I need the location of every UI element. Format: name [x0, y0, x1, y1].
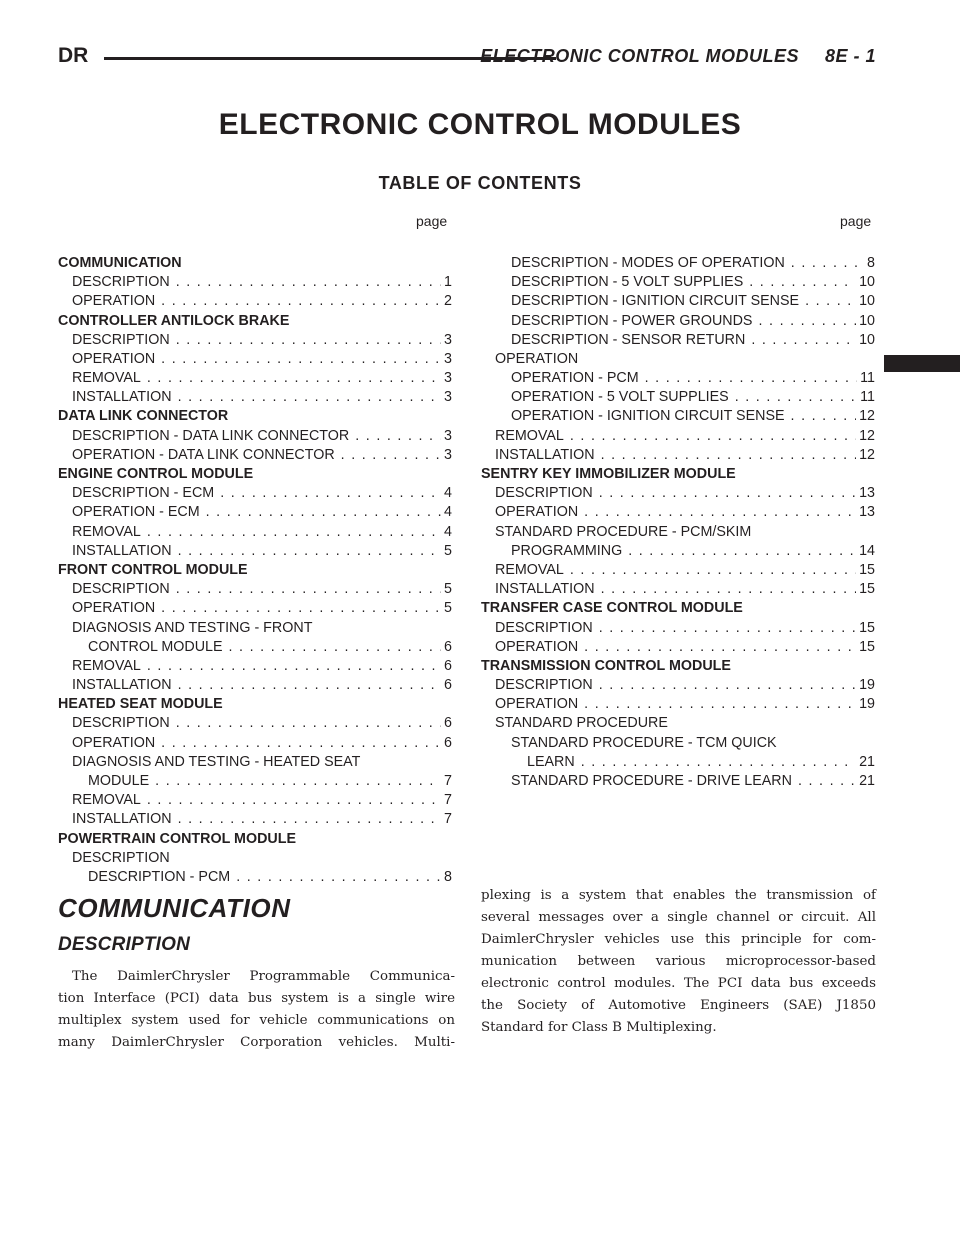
toc-dot-leader	[593, 484, 856, 503]
toc-entry	[58, 561, 452, 580]
toc-entry	[58, 810, 452, 829]
toc-entry-page: 10	[859, 274, 875, 291]
toc-entry-title: CONTROLLER ANTILOCK BRAKE	[58, 312, 290, 329]
toc-entry	[481, 292, 875, 311]
toc-entry-page: 12	[859, 408, 875, 425]
toc-entry-title: DESCRIPTION	[72, 581, 170, 598]
toc-entry-page: 21	[859, 753, 875, 770]
toc-dot-leader	[595, 446, 857, 465]
toc-dot-leader	[141, 791, 441, 810]
toc-dot-leader	[155, 599, 441, 618]
toc-entry	[481, 273, 875, 292]
toc-dot-leader	[335, 446, 441, 465]
toc-entry	[58, 254, 452, 273]
toc-entry-page: 14	[859, 542, 875, 559]
toc-entry	[481, 523, 875, 542]
toc-entry	[58, 619, 452, 638]
body-text-line: plexing is a system that enables the transmission of	[481, 888, 876, 903]
toc-dot-leader	[578, 503, 856, 522]
toc-entry	[58, 580, 452, 599]
toc-entry	[481, 446, 875, 465]
toc-dot-leader	[141, 523, 441, 542]
toc-dot-leader	[639, 369, 858, 388]
toc-entry	[58, 350, 452, 369]
toc-entry	[58, 676, 452, 695]
toc-entry-page: 12	[859, 446, 875, 463]
toc-entry-title: COMMUNICATION	[58, 254, 182, 271]
toc-entry	[481, 599, 875, 618]
toc-entry-title: STANDARD PROCEDURE	[495, 715, 668, 732]
body-text-line: tion Interface (PCI) data bus system is a single wire	[58, 991, 455, 1006]
toc-dot-leader	[155, 350, 441, 369]
toc-entry-page: 10	[859, 293, 875, 310]
toc-entry	[58, 312, 452, 331]
toc-entry	[481, 369, 875, 388]
page-title: ELECTRONIC CONTROL MODULES	[218, 108, 742, 141]
toc-entry-title: INSTALLATION	[495, 446, 595, 463]
section-tab-marker	[884, 355, 960, 372]
toc-entry	[58, 734, 452, 753]
toc-entry	[481, 408, 875, 427]
toc-entry-title: DESCRIPTION	[495, 485, 593, 502]
toc-dot-leader	[622, 542, 856, 561]
toc-entry	[58, 503, 452, 522]
toc-entry-page: 12	[859, 427, 875, 444]
toc-entry-page: 6	[444, 657, 452, 674]
header-section-page	[480, 46, 876, 67]
toc-entry-title: OPERATION - 5 VOLT SUPPLIES	[511, 389, 729, 406]
toc-entry-page: 3	[444, 446, 452, 463]
toc-entry	[481, 484, 875, 503]
toc-entry	[58, 868, 452, 887]
body-text-line: multiplex system used for vehicle communications on	[58, 1013, 455, 1028]
toc-entry	[58, 331, 452, 350]
toc-dot-leader	[155, 734, 441, 753]
toc-entry-title: OPERATION - DATA LINK CONNECTOR	[72, 446, 335, 463]
toc-entry-title: ENGINE CONTROL MODULE	[58, 466, 254, 483]
toc-entry-page: 6	[444, 715, 452, 732]
toc-entry	[481, 561, 875, 580]
toc-entry	[481, 254, 875, 273]
toc-entry-title: DESCRIPTION - IGNITION CIRCUIT SENSE	[511, 293, 800, 310]
toc-entry-page: 11	[860, 389, 875, 406]
toc-entry-page: 5	[444, 542, 452, 559]
toc-entry-title: OPERATION	[495, 696, 579, 713]
toc-entry-page: 7	[444, 773, 452, 790]
toc-entry-title: DATA LINK CONNECTOR	[58, 408, 229, 425]
toc-entry-page: 6	[444, 638, 452, 655]
toc-entry-title: DIAGNOSIS AND TESTING - FRONT	[72, 619, 313, 636]
toc-dot-leader	[575, 753, 856, 772]
toc-entry-title: OPERATION - ECM	[72, 504, 200, 521]
toc-entry-page: 7	[444, 811, 452, 828]
toc-dot-leader	[792, 772, 856, 791]
toc-entry-page: 3	[444, 350, 452, 367]
toc-right-column	[481, 254, 875, 791]
toc-entry-page: 4	[444, 485, 452, 502]
toc-dot-leader	[785, 407, 857, 426]
header-model-code: DR	[58, 44, 89, 67]
toc-entry-title: DESCRIPTION	[72, 331, 170, 348]
toc-dot-leader	[141, 657, 441, 676]
toc-entry-title: DESCRIPTION - 5 VOLT SUPPLIES	[511, 274, 744, 291]
toc-entry	[481, 350, 875, 369]
toc-entry-title: REMOVAL	[495, 561, 564, 578]
toc-heading: TABLE OF CONTENTS	[378, 173, 582, 193]
toc-entry-title: REMOVAL	[495, 427, 564, 444]
toc-entry	[481, 619, 875, 638]
toc-entry-page: 3	[444, 389, 452, 406]
toc-entry	[58, 638, 452, 657]
toc-entry-title: REMOVAL	[72, 657, 141, 674]
toc-entry-title: CONTROL MODULE	[88, 638, 223, 655]
toc-entry-title: REMOVAL	[72, 370, 141, 387]
toc-entry	[58, 408, 452, 427]
toc-entry	[58, 369, 452, 388]
toc-dot-leader	[172, 810, 441, 829]
toc-entry	[58, 753, 452, 772]
toc-entry	[58, 465, 452, 484]
toc-entry-title: POWERTRAIN CONTROL MODULE	[58, 830, 297, 847]
toc-entry-title: DESCRIPTION	[72, 274, 170, 291]
toc-dot-leader	[170, 714, 441, 733]
toc-dot-leader	[172, 676, 441, 695]
toc-entry	[58, 388, 452, 407]
toc-entry	[58, 446, 452, 465]
toc-dot-leader	[564, 427, 856, 446]
toc-entry	[58, 523, 452, 542]
body-text-line: several messages over a single channel or circuit. All	[481, 910, 876, 925]
toc-left-column	[58, 254, 452, 887]
toc-entry-title: OPERATION - PCM	[511, 370, 639, 387]
toc-entry-page: 6	[444, 734, 452, 751]
header-page-number: 8E - 1	[824, 46, 876, 66]
toc-entry-title: STANDARD PROCEDURE - PCM/SKIM	[495, 523, 752, 540]
toc-dot-leader	[170, 580, 441, 599]
toc-dot-leader	[785, 254, 864, 273]
toc-entry-page: 8	[867, 254, 875, 271]
toc-entry-page: 11	[860, 370, 875, 387]
toc-dot-leader	[578, 695, 856, 714]
toc-entry-title: DESCRIPTION - DATA LINK CONNECTOR	[72, 427, 350, 444]
toc-entry	[58, 772, 452, 791]
toc-entry	[58, 599, 452, 618]
toc-entry-page: 15	[859, 638, 875, 655]
toc-entry-title: DESCRIPTION - POWER GROUNDS	[511, 312, 753, 329]
body-text-line: the Society of Automotive Engineers (SAE) J1850	[481, 998, 876, 1013]
toc-entry-title: PROGRAMMING	[511, 542, 623, 559]
toc-entry-title: INSTALLATION	[495, 581, 595, 598]
toc-dot-leader	[729, 388, 857, 407]
toc-entry	[481, 734, 875, 753]
body-paragraph-right	[481, 885, 876, 1039]
toc-dot-leader	[578, 638, 856, 657]
toc-entry	[58, 484, 452, 503]
running-header	[58, 44, 876, 76]
toc-entry-title: DESCRIPTION	[495, 619, 593, 636]
toc-page-label-left: page	[416, 213, 448, 229]
toc-entry	[481, 753, 875, 772]
toc-entry-title: OPERATION	[495, 638, 579, 655]
toc-entry-page: 13	[859, 504, 875, 521]
body-text-line: many DaimlerChrysler Corporation vehicles. Multi-	[58, 1035, 455, 1050]
toc-entry-title: OPERATION	[72, 600, 156, 617]
toc-entry	[58, 791, 452, 810]
toc-dot-leader	[155, 292, 441, 311]
body-text-line: The DaimlerChrysler Programmable Communica-	[72, 969, 455, 984]
toc-entry-title: DESCRIPTION	[72, 715, 170, 732]
toc-dot-leader	[799, 292, 856, 311]
toc-entry	[481, 388, 875, 407]
toc-dot-leader	[595, 580, 857, 599]
toc-entry-page: 19	[859, 677, 875, 694]
toc-entry-title: MODULE	[88, 773, 150, 790]
toc-dot-leader	[349, 427, 441, 446]
toc-entry-page: 4	[444, 504, 452, 521]
toc-entry	[481, 676, 875, 695]
toc-dot-leader	[149, 772, 441, 791]
toc-dot-leader	[172, 542, 441, 561]
toc-page-label-right: page	[840, 213, 872, 229]
toc-entry-title: DIAGNOSIS AND TESTING - HEATED SEAT	[72, 753, 361, 770]
toc-entry	[58, 849, 452, 868]
section-title: COMMUNICATION	[58, 893, 291, 923]
body-paragraph-left	[58, 966, 455, 1054]
section-subtitle: DESCRIPTION	[58, 934, 191, 955]
toc-entry-page: 1	[444, 274, 452, 291]
toc-entry-page: 3	[444, 427, 452, 444]
toc-entry-title: DESCRIPTION	[495, 677, 593, 694]
toc-dot-leader	[564, 561, 856, 580]
toc-entry-page: 15	[859, 581, 875, 598]
toc-entry-title: OPERATION	[495, 504, 579, 521]
body-text-line: electronic control modules. The PCI data bus exceeds	[481, 976, 876, 991]
toc-entry-title: HEATED SEAT MODULE	[58, 696, 223, 713]
toc-entry-title: FRONT CONTROL MODULE	[58, 561, 248, 578]
toc-entry-title: INSTALLATION	[72, 542, 172, 559]
toc-entry-page: 13	[859, 485, 875, 502]
toc-entry	[58, 542, 452, 561]
toc-entry-title: DESCRIPTION - MODES OF OPERATION	[511, 254, 785, 271]
toc-dot-leader	[223, 638, 442, 657]
toc-dot-leader	[141, 369, 441, 388]
toc-entry	[481, 657, 875, 676]
toc-dot-leader	[230, 868, 441, 887]
toc-entry-title: SENTRY KEY IMMOBILIZER MODULE	[481, 466, 736, 483]
toc-entry-page: 10	[859, 312, 875, 329]
toc-entry-page: 19	[859, 696, 875, 713]
toc-entry	[58, 715, 452, 734]
toc-entry-page: 15	[859, 561, 875, 578]
toc-entry	[58, 830, 452, 849]
toc-dot-leader	[200, 503, 441, 522]
body-text-line: DaimlerChrysler vehicles use this principle for com-	[481, 932, 876, 947]
toc-entry-page: 2	[444, 293, 452, 310]
toc-entry	[58, 427, 452, 446]
toc-entry-title: LEARN	[527, 753, 575, 770]
toc-entry	[481, 331, 875, 350]
header-section-title: ELECTRONIC CONTROL MODULES	[480, 46, 799, 66]
toc-entry-page: 4	[444, 523, 452, 540]
toc-entry-title: OPERATION	[72, 293, 156, 310]
toc-entry-title: OPERATION - IGNITION CIRCUIT SENSE	[511, 408, 785, 425]
toc-entry	[481, 542, 875, 561]
toc-entry-title: DESCRIPTION - PCM	[88, 868, 231, 885]
toc-dot-leader	[593, 676, 856, 695]
toc-dot-leader	[170, 331, 441, 350]
toc-entry	[481, 772, 875, 791]
toc-entry-title: TRANSMISSION CONTROL MODULE	[481, 657, 731, 674]
toc-entry-title: TRANSFER CASE CONTROL MODULE	[481, 600, 743, 617]
toc-entry-title: STANDARD PROCEDURE - DRIVE LEARN	[511, 773, 792, 790]
toc-entry-page: 10	[859, 331, 875, 348]
body-text-line: munication between various microprocessor-based	[481, 954, 876, 969]
body-text-line: Standard for Class B Multiplexing.	[481, 1020, 717, 1035]
toc-dot-leader	[745, 331, 856, 350]
toc-entry-title: DESCRIPTION	[72, 849, 170, 866]
toc-entry-page: 6	[444, 677, 452, 694]
toc-dot-leader	[743, 273, 856, 292]
toc-dot-leader	[752, 312, 856, 331]
toc-entry-title: REMOVAL	[72, 792, 141, 809]
toc-entry-title: INSTALLATION	[72, 389, 172, 406]
toc-entry-page: 3	[444, 370, 452, 387]
toc-entry	[58, 273, 452, 292]
toc-entry	[481, 715, 875, 734]
toc-entry	[481, 312, 875, 331]
toc-entry-page: 5	[444, 600, 452, 617]
toc-entry-title: INSTALLATION	[72, 811, 172, 828]
toc-entry-title: REMOVAL	[72, 523, 141, 540]
toc-entry-page: 8	[444, 868, 452, 885]
toc-entry	[481, 580, 875, 599]
toc-entry	[481, 427, 875, 446]
toc-dot-leader	[593, 619, 856, 638]
toc-entry-title: INSTALLATION	[72, 677, 172, 694]
toc-entry	[481, 695, 875, 714]
toc-entry-page: 21	[859, 773, 875, 790]
toc-entry-title: DESCRIPTION - ECM	[72, 485, 215, 502]
toc-entry	[481, 503, 875, 522]
toc-entry	[481, 465, 875, 484]
toc-dot-leader	[170, 273, 441, 292]
toc-entry-page: 7	[444, 792, 452, 809]
toc-entry	[58, 657, 452, 676]
toc-dot-leader	[214, 484, 441, 503]
toc-entry-title: DESCRIPTION - SENSOR RETURN	[511, 331, 746, 348]
toc-entry-title: OPERATION	[495, 350, 579, 367]
toc-entry-title: OPERATION	[72, 350, 156, 367]
toc-entry-title: STANDARD PROCEDURE - TCM QUICK	[511, 734, 777, 751]
toc-entry	[481, 638, 875, 657]
toc-entry-page: 3	[444, 331, 452, 348]
toc-entry	[58, 292, 452, 311]
toc-dot-leader	[172, 388, 441, 407]
toc-entry-page: 15	[859, 619, 875, 636]
toc-entry-page: 5	[444, 581, 452, 598]
toc-entry-title: OPERATION	[72, 734, 156, 751]
toc-entry	[58, 695, 452, 714]
